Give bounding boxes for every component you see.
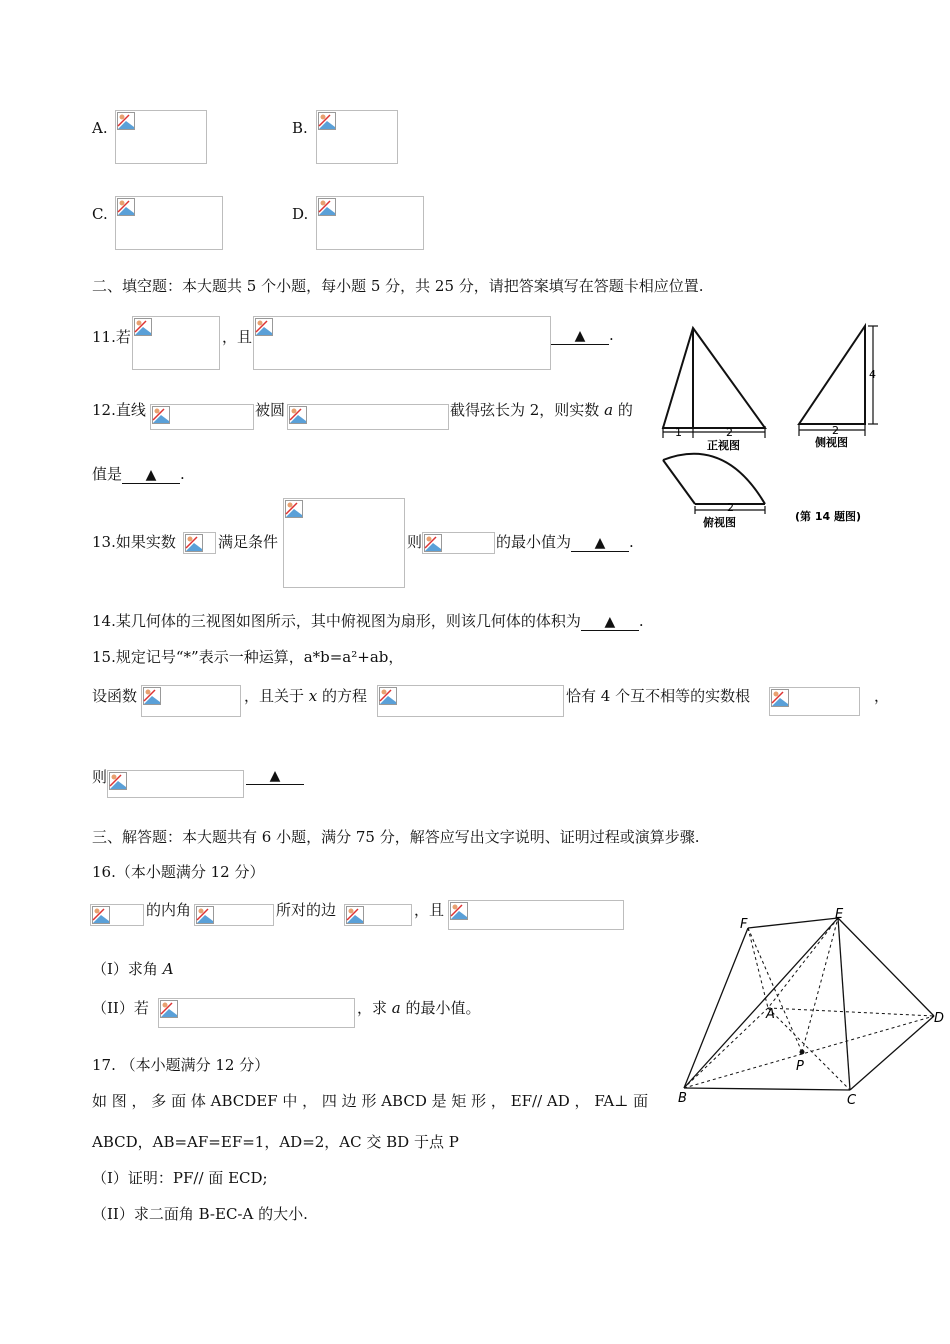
broken-image-icon (160, 1000, 178, 1018)
label-a: A (766, 1007, 775, 1022)
q12-circle-image (287, 404, 449, 430)
front-dim-1: 1 (675, 426, 682, 439)
broken-image-icon (117, 112, 135, 130)
front-view (663, 328, 765, 438)
q12-mid1: 被圆 (255, 401, 286, 419)
q14-text: 14.某几何体的三视图如图所示，其中俯视图为扇形，则该几何体的体积为 ▲ . (92, 612, 644, 630)
broken-image-icon (318, 198, 336, 216)
option-a-image (115, 110, 207, 164)
q16-triangle-image (90, 904, 144, 926)
answer-blank: ▲ (571, 535, 629, 552)
broken-image-icon (109, 772, 127, 790)
side-view-label: 侧视图 (815, 436, 848, 449)
figure-17-polyhedron (672, 904, 944, 1110)
broken-image-icon (285, 500, 303, 518)
q13-conditions-image (283, 498, 405, 588)
q13-mid3: 的最小值为 ▲ . (496, 533, 634, 551)
front-view-label: 正视图 (707, 439, 740, 452)
q11-answer: ▲ . (551, 326, 614, 345)
broken-image-icon (771, 689, 789, 707)
q11-formula-image-1 (132, 316, 220, 370)
label-d: D (934, 1011, 944, 1026)
q16-p2: 所对的边 (276, 901, 337, 919)
q13-xy-image (183, 532, 216, 554)
figure-14-three-views (655, 318, 887, 534)
side-dim-4: 4 (869, 368, 876, 381)
label-f: F (740, 917, 748, 932)
option-b-image (316, 110, 398, 164)
section2-heading: 二、填空题：本大题共 5 个小题，每小题 5 分，共 25 分，请把答案填写在答题卡相应位置. (92, 277, 704, 295)
q15-roots-image (769, 687, 860, 716)
answer-blank: ▲ (246, 768, 304, 785)
broken-image-icon (134, 318, 152, 336)
q15-line1: 15.规定记号“*”表示一种运算，a*b=a²+ab， (92, 648, 404, 666)
q13-mid1: 满足条件 (218, 533, 279, 551)
broken-image-icon (450, 902, 468, 920)
option-d-label: D. (292, 205, 309, 223)
front-dim-2: 2 (726, 426, 733, 439)
broken-image-icon (255, 318, 273, 336)
label-c: C (847, 1093, 857, 1108)
label-e: E (835, 907, 844, 922)
q17-part1: （I）证明：PF// 面 ECD; (92, 1169, 268, 1187)
q13-mid2: 则 (407, 533, 423, 551)
q15-p2: ，且关于 x 的方程 (244, 687, 368, 705)
q11-mid: ，且 (222, 328, 253, 346)
point-p (800, 1050, 805, 1055)
q12-line2: 值是 ▲ . (92, 465, 185, 483)
q16-angles-image (194, 904, 274, 926)
broken-image-icon (424, 534, 442, 552)
q11-formula-image-2 (253, 316, 551, 370)
answer-blank: ▲ (581, 614, 639, 631)
answer-blank: ▲ (122, 467, 180, 484)
option-b-label: B. (292, 119, 308, 137)
section3-heading: 三、解答题：本大题共有 6 小题，满分 75 分，解答应写出文字说明、证明过程或演算步骤. (92, 828, 700, 846)
q11-prefix: 11.若 (92, 328, 131, 346)
option-a-label: A. (92, 119, 108, 137)
option-c-image (115, 196, 223, 250)
top-dim-2: 2 (727, 501, 734, 514)
q13-prefix: 13.如果实数 (92, 533, 176, 551)
broken-image-icon (117, 198, 135, 216)
q12-line-image (150, 404, 254, 430)
q16-part2-prefix: （II）若 (92, 999, 149, 1017)
q17-part2: （II）求二面角 B-EC-A 的大小. (92, 1205, 308, 1223)
top-view-label: 俯视图 (703, 516, 736, 529)
option-d-image (316, 196, 424, 250)
label-p: P (796, 1059, 804, 1074)
q16-part1: （I）求角 A (92, 960, 174, 978)
broken-image-icon (346, 906, 364, 924)
answer-blank: ▲ (551, 328, 609, 345)
broken-image-icon (289, 406, 307, 424)
q17-line2: ABCD，AB=AF=EF=1，AD=2，AC 交 BD 于点 P (92, 1133, 459, 1151)
top-view (663, 454, 765, 514)
q15-answer (246, 766, 304, 785)
q16-part2-image (158, 998, 355, 1028)
side-view (799, 326, 878, 436)
q15-equation-image (377, 685, 564, 717)
hidden-edges (684, 918, 934, 1090)
solid-edges (684, 918, 934, 1090)
broken-image-icon (379, 687, 397, 705)
figure-14-caption: (第 14 题图) (795, 510, 862, 523)
option-c-label: C. (92, 205, 108, 223)
broken-image-icon (318, 112, 336, 130)
side-dim-2: 2 (832, 424, 839, 437)
q16-part2-suffix: ，求 a 的最小值。 (357, 999, 481, 1017)
broken-image-icon (152, 406, 170, 424)
q16-sides-image (344, 904, 412, 926)
q16-p1: 的内角 (146, 901, 192, 919)
q12-prefix: 12.直线 (92, 401, 146, 419)
broken-image-icon (185, 534, 203, 552)
q15-line3: 则 (92, 768, 108, 786)
q16-condition-image (448, 900, 624, 930)
q13-expr-image (422, 532, 495, 554)
q17-title: 17. （本小题满分 12 分） (92, 1056, 270, 1074)
q15-p1: 设函数 (92, 687, 138, 705)
q16-title: 16.（本小题满分 12 分） (92, 863, 265, 881)
q17-line1: 如 图 ， 多 面 体 ABCDEF 中 ， 四 边 形 ABCD 是 矩 形 ， EF// AD ， FA⊥ 面 (92, 1092, 649, 1110)
q15-function-image (141, 685, 241, 717)
q15-p4: 恰有 4 个互不相等的实数根 (566, 687, 751, 705)
broken-image-icon (143, 687, 161, 705)
q16-p3: ，且 (414, 901, 445, 919)
broken-image-icon (92, 906, 110, 924)
q15-result-image (107, 770, 244, 798)
q15-p5: ， (874, 687, 890, 705)
broken-image-icon (196, 906, 214, 924)
q12-mid2: 截得弦长为 2，则实数 a 的 (450, 401, 633, 419)
label-b: B (678, 1091, 687, 1106)
